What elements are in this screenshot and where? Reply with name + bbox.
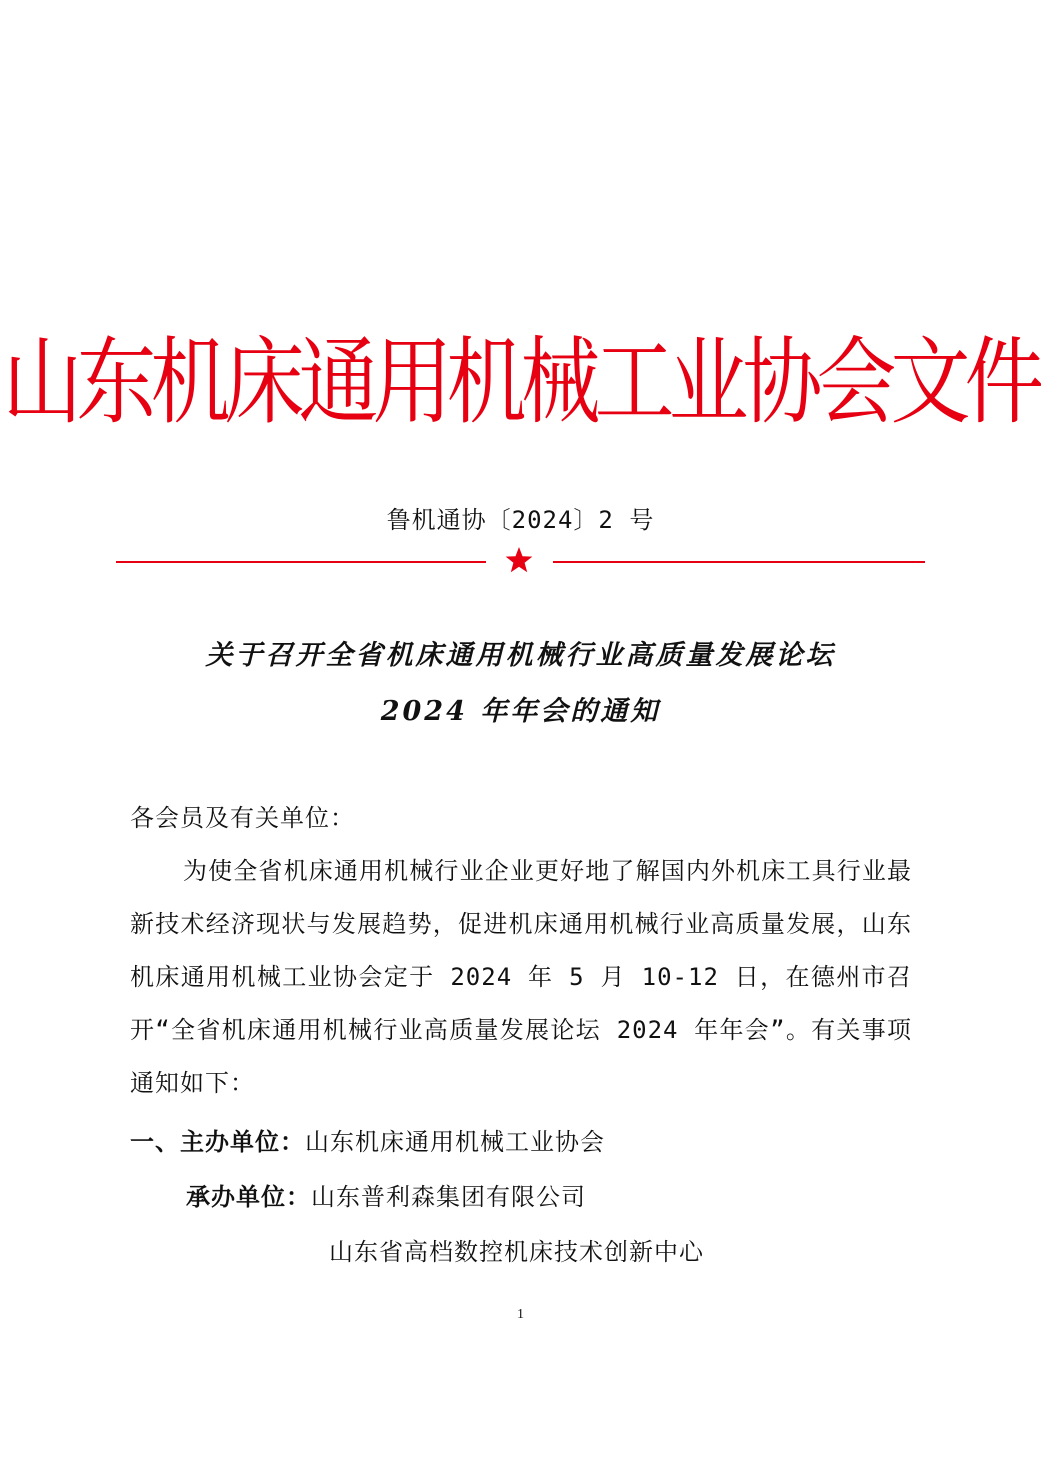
- notice-title-line-1: 关于召开全省机床通用机械行业高质量发展论坛: [205, 640, 836, 671]
- host-value-1: 山东普利森集团有限公司: [311, 1183, 586, 1211]
- page-number: 1: [517, 1307, 524, 1322]
- salutation: 各会员及有关单位：: [130, 804, 355, 832]
- organizer-line: [130, 1122, 605, 1162]
- notice-title-line-2: 2024 年年会的通知: [380, 696, 661, 727]
- red-divider-right: [553, 561, 925, 563]
- organizer-value: 山东机床通用机械工业协会: [305, 1128, 605, 1156]
- body-paragraph: 为使全省机床通用机械行业企业更好地了解国内外机床工具行业最新技术经济现状与发展趋势，促进机床通用机械行业高质量发展，山东机床通用机械工业协会定于 2024 年 5 月 10-12 日，在德州市召开“全省机床通用机械行业高质量发展论坛 2024 年年会”。有关事项通知如下：: [130, 857, 912, 1097]
- organization-header: 山东机床通用机械工业协会文件: [2, 327, 1039, 437]
- star-shape: [506, 547, 533, 572]
- host-line-2: 山东省高档数控机床技术创新中心: [329, 1238, 704, 1266]
- document-number: 鲁机通协〔2024〕2 号: [386, 506, 655, 534]
- star-icon: [503, 544, 535, 576]
- red-divider-left: [116, 561, 486, 563]
- organizer-label: 一、主办单位：: [130, 1128, 305, 1156]
- host-label: 承办单位：: [186, 1183, 311, 1211]
- host-line-1: [186, 1177, 586, 1217]
